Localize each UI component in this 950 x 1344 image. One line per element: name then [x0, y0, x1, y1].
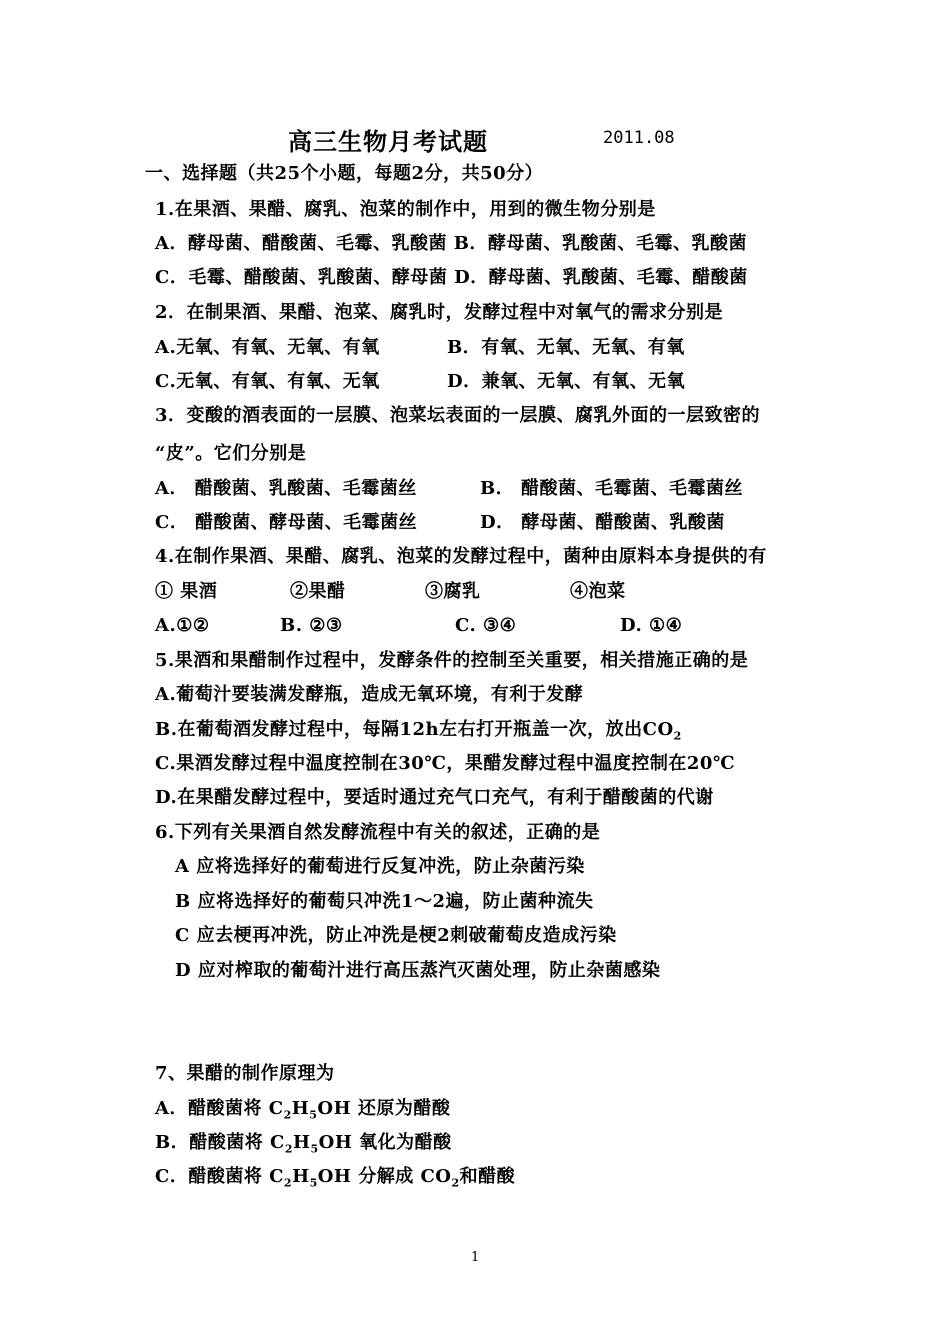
q4-item-2: ②果醋	[290, 581, 346, 602]
q6-option-a: A 应将选择好的葡萄进行反复冲洗，防止杂菌污染	[175, 856, 585, 877]
q7-c-text-4: 和醋酸	[459, 1166, 516, 1187]
q5-option-b-text: B.在葡萄酒发酵过程中，每隔12h左右打开瓶盖一次，放出CO	[155, 719, 674, 740]
page-number: 1	[471, 1250, 480, 1265]
q7-a-sub-1: 2	[283, 1108, 292, 1122]
q4-option-b: B. ②③	[280, 615, 343, 636]
q7-c-text-2: H	[292, 1166, 310, 1187]
q7-stem: 7、果醋的制作原理为	[155, 1063, 335, 1084]
q7-a-text-3: OH 还原为醋酸	[317, 1098, 451, 1119]
q4-option-c: C. ③④	[455, 615, 517, 636]
q3-stem-line2: “皮”。它们分别是	[155, 443, 307, 464]
q3-option-c: C． 醋酸菌、酵母菌、毛霉菌丝	[155, 512, 418, 533]
q1-stem: 1.在果酒、果醋、腐乳、泡菜的制作中，用到的微生物分别是	[155, 199, 656, 220]
q7-b-sub-2: 5	[310, 1142, 319, 1156]
q7-b-text-1: B．醋酸菌将 C	[155, 1132, 285, 1153]
q3-option-a: A． 醋酸菌、乳酸菌、毛霉菌丝	[155, 478, 417, 499]
q5-option-b	[155, 718, 682, 749]
q4-item-3: ③腐乳	[425, 581, 481, 602]
q7-b-text-2: H	[292, 1132, 311, 1153]
q7-c-sub-2: 5	[309, 1176, 318, 1190]
q7-c-sub-3: 2	[451, 1176, 460, 1190]
q7-c-sub-1: 2	[283, 1176, 293, 1190]
q4-item-1: ① 果酒	[155, 581, 218, 602]
q7-option-c	[155, 1165, 515, 1196]
q7-c-text-1: C．醋酸菌将 C	[155, 1166, 284, 1187]
q7-option-b	[155, 1131, 452, 1162]
q5-option-d: D.在果醋发酵过程中，要适时通过充气口充气，有利于醋酸菌的代谢	[155, 787, 714, 808]
q2-option-a: A.无氧、有氧、无氧、有氧	[155, 337, 380, 358]
q3-option-b: B． 醋酸菌、毛霉菌、毛霉菌丝	[480, 478, 743, 499]
q7-b-text-3: OH 氧化为醋酸	[318, 1132, 452, 1153]
q2-option-b: B．有氧、无氧、无氧、有氧	[447, 337, 685, 358]
q1-options-row2: C．毛霉、醋酸菌、乳酸菌、酵母菌 D．酵母菌、乳酸菌、毛霉、醋酸菌	[155, 267, 748, 288]
q6-option-b: B 应将选择好的葡萄只冲洗1～2遍，防止菌种流失	[175, 891, 594, 912]
page-title: 高三生物月考试题	[288, 127, 488, 156]
q5-option-a: A.葡萄汁要装满发酵瓶，造成无氧环境，有利于发酵	[155, 684, 584, 705]
exam-date: 2011.08	[603, 128, 675, 148]
q6-option-d: D 应对榨取的葡萄汁进行高压蒸汽灭菌处理，防止杂菌感染	[175, 960, 661, 981]
q7-c-text-3: OH 分解成 CO	[317, 1166, 452, 1187]
q4-option-a: A.①②	[155, 615, 210, 636]
q6-option-c: C 应去梗再冲洗，防止冲洗是梗2刺破葡萄皮造成污染	[175, 925, 617, 946]
q6-stem: 6.下列有关果酒自然发酵流程中有关的叙述，正确的是	[155, 822, 601, 843]
q7-a-text-1: A．醋酸菌将 C	[155, 1098, 284, 1119]
q4-option-d: D. ①④	[620, 615, 683, 636]
q3-stem-line1: 3．变酸的酒表面的一层膜、泡菜坛表面的一层膜、腐乳外面的一层致密的	[155, 405, 761, 426]
q4-item-4: ④泡菜	[570, 581, 626, 602]
q3-option-d: D． 酵母菌、醋酸菌、乳酸菌	[480, 512, 725, 533]
q5-option-b-subscript: 2	[673, 729, 682, 743]
q5-option-c: C.果酒发酵过程中温度控制在30℃，果醋发酵过程中温度控制在20℃	[155, 753, 736, 774]
header	[0, 120, 950, 160]
q2-stem: 2．在制果酒、果醋、泡菜、腐乳时，发酵过程中对氧气的需求分别是	[155, 302, 724, 323]
q2-option-c: C.无氧、有氧、有氧、无氧	[155, 371, 380, 392]
q2-option-d: D．兼氧、无氧、有氧、无氧	[447, 371, 686, 392]
q4-stem: 4.在制作果酒、果醋、腐乳、泡菜的发酵过程中，菌种由原料本身提供的有	[155, 546, 767, 567]
q7-b-sub-1: 2	[284, 1142, 293, 1156]
q7-option-a	[155, 1097, 450, 1128]
q7-a-sub-2: 5	[309, 1108, 318, 1122]
q7-a-text-2: H	[291, 1098, 310, 1119]
q5-stem: 5.果酒和果醋制作过程中，发酵条件的控制至关重要，相关措施正确的是	[155, 650, 749, 671]
q1-options-row1: A．酵母菌、醋酸菌、毛霉、乳酸菌 B．酵母菌、乳酸菌、毛霉、乳酸菌	[155, 233, 747, 254]
section-heading: 一、选择题（共25个小题，每题2分，共50分）	[145, 163, 544, 184]
